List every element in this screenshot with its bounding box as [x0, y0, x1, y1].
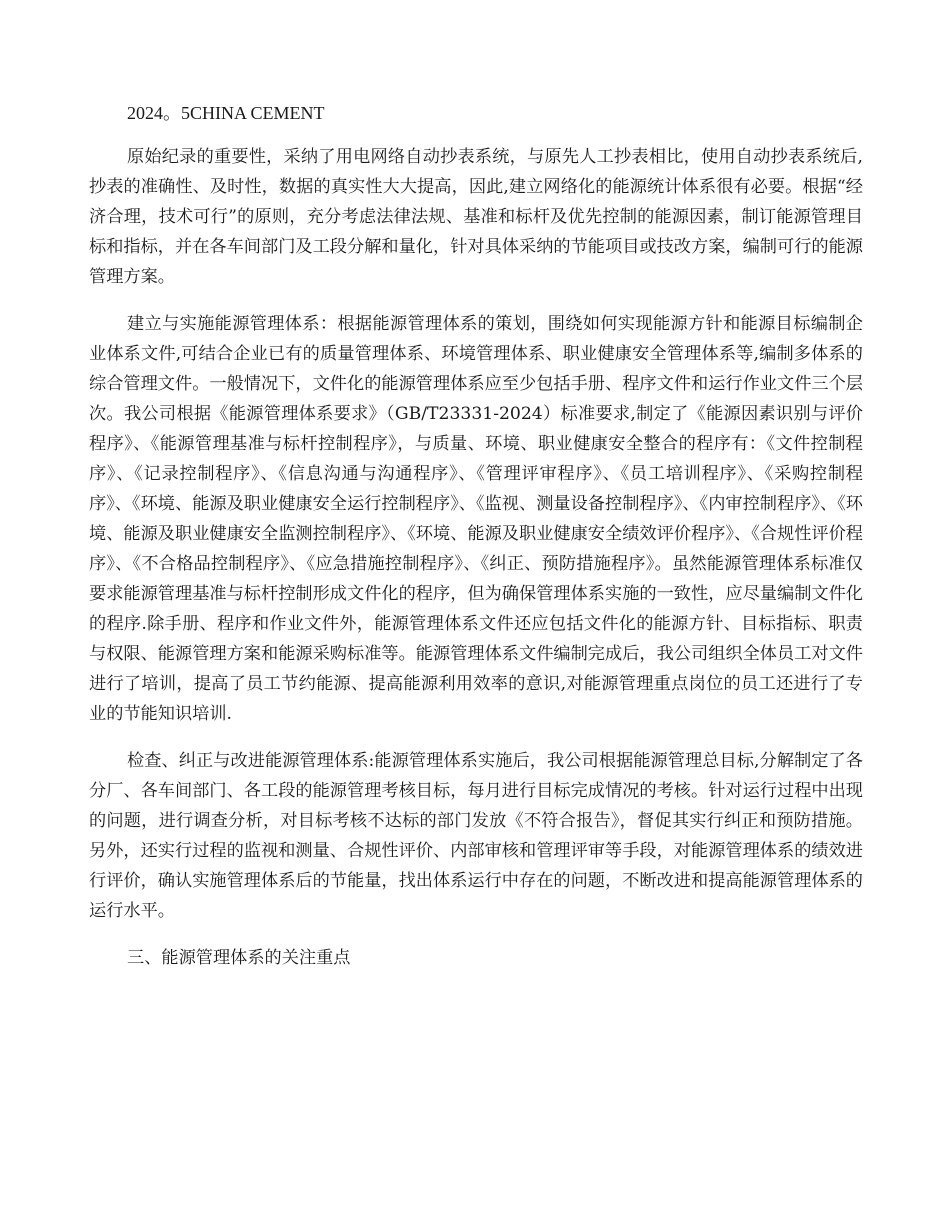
paragraph-check-improve: 检查、纠正与改进能源管理体系:能源管理体系实施后，我公司根据能源管理总目标,分解制定了各分厂、各车间部门、各工段的能源管理考核目标，每月进行目标完成情况的考核。针对运行过程中出现的问题，进行调查分析，对目标考核不达标的部门发放《不符合报告》，督促其实行纠正和预防措施。另外，还实行过程的监视和测量、合规性评价、内部审核和管理评审等手段，对能源管理体系的绩效进行评价，确认实施管理体系后的节能量，找出体系运行中存在的问题，不断改进和提高能源管理体系的运行水平。 — [89, 751, 863, 921]
document-page — [89, 98, 863, 973]
paragraph-establish-system: 建立与实施能源管理体系：根据能源管理体系的策划，围绕如何实现能源方针和能源目标编制企业体系文件,可结合企业已有的质量管理体系、环境管理体系、职业健康安全管理体系等,编制多体系的综合管理文件。一般情况下，文件化的能源管理体系应至少包括手册、程序文件和运行作业文件三个层次。我公司根据《能源管理体系要求》（GB/T23331-2024）标准要求,制定了《能源因素识别与评价程序》、《能源管理基准与标杆控制程序》，与质量、环境、职业健康安全整合的程序有：《文件控制程序》、《记录控制程序》、《信息沟通与沟通程序》、《管理评审程序》、《员工培训程序》、《采购控制程序》、《环境、能源及职业健康安全运行控制程序》、《监视、测量设备控制程序》、《内审控制程序》、《环境、能源及职业健康安全监测控制程序》、《环境、能源及职业健康安全绩效评价程序》、《合规性评价程序》、《不合格品控制程序》、《应急措施控制程序》、《纠正、预防措施程序》。虽然能源管理体系标准仅要求能源管理基准与标杆控制形成文件化的程序，但为确保管理体系实施的一致性，应尽量编制文件化的程序.除手册、程序和作业文件外，能源管理体系文件还应包括文件化的能源方针、目标指标、职责与权限、能源管理方案和能源采购标准等。能源管理体系文件编制完成后，我公司组织全体员工对文件进行了培训，提高了员工节约能源、提高能源利用效率的意识,对能源管理重点岗位的员工还进行了专业的节能知识培训. — [89, 314, 863, 724]
section-heading: 三、能源管理体系的关注重点 — [127, 948, 351, 968]
page-header: 2024。5CHINA CEMENT — [127, 103, 325, 123]
paragraph-statistics: 原始纪录的重要性，采纳了用电网络自动抄表系统，与原先人工抄表相比，使用自动抄表系统后,抄表的准确性、及时性，数据的真实性大大提高，因此,建立网络化的能源统计体系很有必要。根据“经济合理，技术可行”的原则，充分考虑法律法规、基准和标杆及优先控制的能源因素，制订能源管理目标和指标，并在各车间部门及工段分解和量化，针对具体采纳的节能项目或技改方案，编制可行的能源管理方案。 — [89, 147, 863, 287]
